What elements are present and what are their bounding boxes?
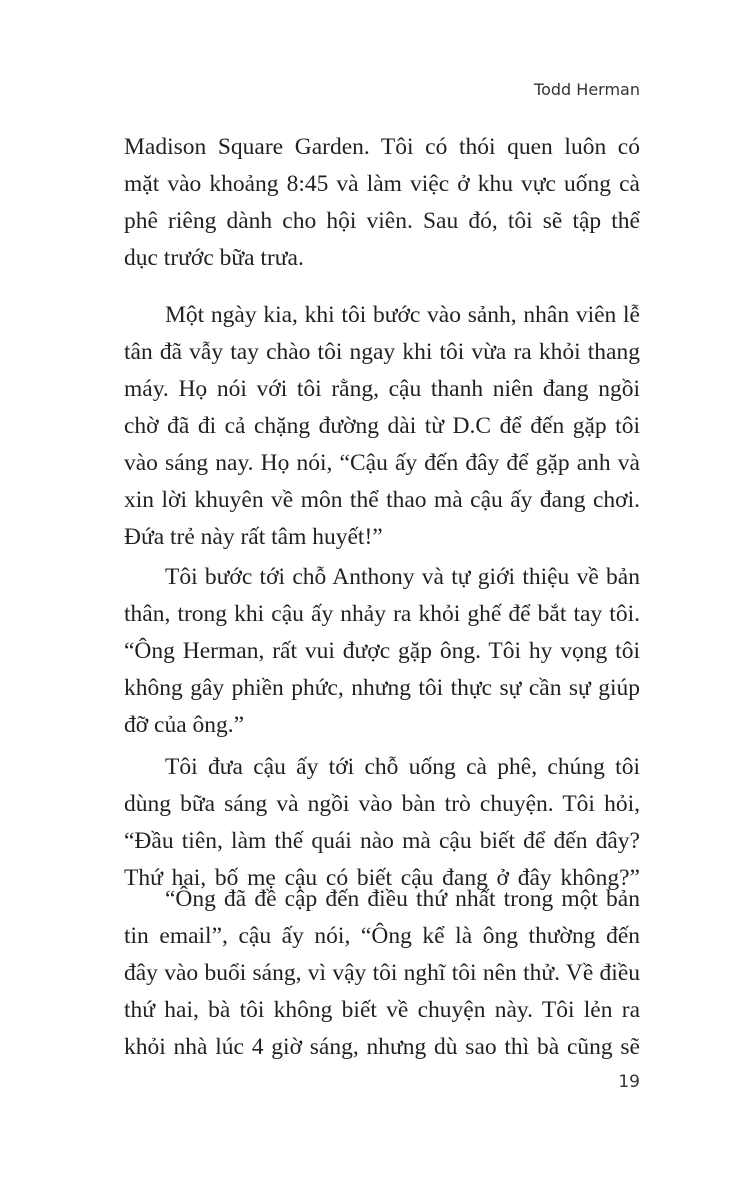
text-line: Đứa trẻ này rất tâm huyết!”: [124, 524, 383, 550]
page-number: 19: [618, 1072, 640, 1092]
paragraph: [124, 129, 640, 277]
text-line: Tôi đưa cậu ấy tới chỗ uống cà phê, chúng tôi: [165, 754, 640, 780]
text-line: khỏi nhà lúc 4 giờ sáng, nhưng dù sao thì bà cũng sẽ: [124, 1034, 640, 1060]
text-line: Một ngày kia, khi tôi bước vào sảnh, nhân viên lễ: [165, 302, 640, 328]
text-line: thứ hai, bà tôi không biết về chuyện này. Tôi lẻn ra: [124, 997, 640, 1023]
text-line: không gây phiền phức, nhưng tôi thực sự cần sự giúp: [124, 675, 640, 701]
text-line: phê riêng dành cho hội viên. Sau đó, tôi sẽ tập thể: [124, 208, 640, 234]
text-line: đây vào buổi sáng, vì vậy tôi nghĩ tôi nên thử. Về điều: [124, 960, 640, 986]
paragraph: [124, 297, 640, 556]
text-line: vào sáng nay. Họ nói, “Cậu ấy đến đây để gặp anh và: [124, 450, 640, 476]
paragraph: [124, 749, 640, 897]
text-line: “Ông đã đề cập đến điều thứ nhất trong một bản: [165, 886, 640, 912]
paragraph: [124, 881, 640, 1066]
text-line: tin email”, cậu ấy nói, “Ông kể là ông thường đến: [124, 923, 640, 949]
text-line: Madison Square Garden. Tôi có thói quen luôn có: [124, 134, 640, 160]
text-line: thân, trong khi cậu ấy nhảy ra khỏi ghế để bắt tay tôi.: [124, 601, 640, 627]
text-line: dục trước bữa trưa.: [124, 245, 304, 271]
text-line: đỡ của ông.”: [124, 712, 245, 738]
text-line: “Đầu tiên, làm thế quái nào mà cậu biết để đến đây?: [124, 828, 640, 854]
text-line: Thứ hai, bố mẹ cậu có biết cậu đang ở đây không?”: [124, 865, 640, 891]
text-line: tân đã vẫy tay chào tôi ngay khi tôi vừa ra khỏi thang: [124, 339, 640, 365]
text-line: Tôi bước tới chỗ Anthony và tự giới thiệu về bản: [165, 564, 640, 590]
running-header: Todd Herman: [534, 80, 640, 99]
paragraph: [124, 559, 640, 744]
text-line: xin lời khuyên về môn thể thao mà cậu ấy đang chơi.: [124, 487, 640, 513]
text-line: máy. Họ nói với tôi rằng, cậu thanh niên đang ngồi: [124, 376, 640, 402]
text-line: dùng bữa sáng và ngồi vào bàn trò chuyện. Tôi hỏi,: [124, 791, 640, 817]
text-line: “Ông Herman, rất vui được gặp ông. Tôi hy vọng tôi: [124, 638, 640, 664]
text-line: chờ đã đi cả chặng đường dài từ D.C để đến gặp tôi: [124, 413, 640, 439]
text-line: mặt vào khoảng 8:45 và làm việc ở khu vực uống cà: [124, 171, 640, 197]
